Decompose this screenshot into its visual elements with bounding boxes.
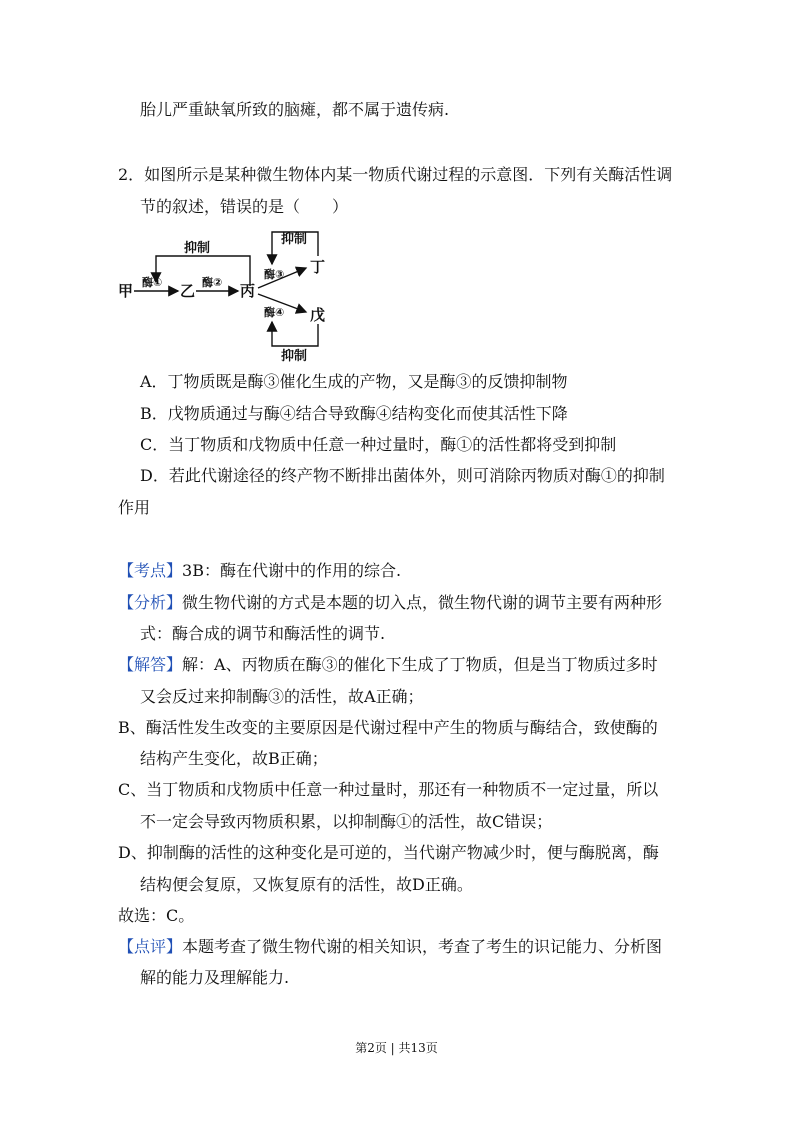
substance-wu: 戊	[310, 306, 326, 324]
continuation-text: 胎儿严重缺氧所致的脑瘫，都不属于遗传病.	[140, 100, 450, 119]
explain-d-line2: 结构便会复原，又恢复原有的活性，故D正确。	[140, 875, 473, 894]
enzyme-2-label: 酶②	[202, 276, 223, 289]
explain-c-line2: 不一定会导致丙物质积累，以抑制酶①的活性，故C错误；	[140, 812, 553, 831]
substance-jia: 甲	[118, 282, 134, 300]
enzyme-1-label: 酶①	[142, 276, 163, 289]
explain-b-line1: B、酶活性发生改变的主要原因是代谢过程中产生的物质与酶结合，致使酶的	[118, 718, 658, 737]
inhibit-label-wu: 抑制	[281, 349, 308, 363]
inhibit-loop-wu	[272, 322, 318, 346]
kaodian-line	[118, 560, 401, 582]
fenxi-line2: 式：酶合成的调节和酶活性的调节.	[140, 624, 386, 643]
option-d-line2: 作用	[118, 498, 151, 517]
inhibit-label-top: 抑制	[184, 241, 211, 256]
jieda-line2: 又会反过来抑制酶③的活性，故A正确；	[140, 687, 424, 706]
metabolism-diagram	[118, 228, 348, 363]
dianping-tag: 【点评】	[118, 937, 183, 956]
kaodian-text: 3B：酶在代谢中的作用的综合.	[182, 561, 402, 580]
fenxi-text: 微生物代谢的方式是本题的切入点，微生物代谢的调节主要有两种形	[182, 593, 663, 612]
substance-bing: 丙	[240, 282, 256, 300]
fenxi-tag: 【分析】	[118, 593, 183, 612]
inhibit-label-ding: 抑制	[281, 232, 308, 247]
explain-b-line2: 结构产生变化，故B正确；	[140, 749, 328, 768]
option-a: A．丁物质既是酶③催化生成的产物，又是酶③的反馈抑制物	[140, 372, 568, 391]
fenxi-line1	[118, 592, 662, 614]
substance-ding: 丁	[310, 258, 326, 276]
question-stem-line1	[118, 164, 672, 186]
explain-c-line1: C、当丁物质和戊物质中任意一种过量时，那还有一种物质不一定过量，所以	[118, 780, 659, 799]
jieda-line1	[118, 654, 658, 676]
option-b: B．戊物质通过与酶④结合导致酶④结构变化而使其活性下降	[140, 404, 568, 423]
dianping-line2: 解的能力及理解能力.	[140, 968, 290, 987]
kaodian-tag: 【考点】	[118, 561, 183, 580]
question-number: 2．	[118, 165, 145, 184]
enzyme-4-label: 酶④	[264, 306, 285, 319]
enzyme-3-label: 酶③	[264, 268, 285, 281]
dianping-line1	[118, 936, 662, 958]
jieda-text: 解：A、丙物质在酶③的催化下生成了丁物质，但是当丁物质过多时	[182, 655, 658, 674]
substance-yi: 乙	[180, 282, 196, 300]
answer-line: 故选：C。	[118, 906, 195, 925]
page-footer: 第2页 | 共13页	[355, 1041, 438, 1055]
jieda-tag: 【解答】	[118, 655, 183, 674]
question-stem-line2: 节的叙述，错误的是（ ）	[140, 197, 349, 216]
option-d-line1: D．若此代谢途径的终产物不断排出菌体外，则可消除丙物质对酶①的抑制	[140, 466, 665, 485]
question-stem-text: 如图所示是某种微生物体内某一物质代谢过程的示意图．下列有关酶活性调	[144, 165, 673, 184]
option-c: C．当丁物质和戊物质中任意一种过量时，酶①的活性都将受到抑制	[140, 435, 617, 454]
explain-d-line1: D、抑制酶的活性的这种变化是可逆的，当代谢产物减少时，便与酶脱离，酶	[118, 843, 659, 862]
dianping-text: 本题考查了微生物代谢的相关知识，考查了考生的识记能力、分析图	[182, 937, 663, 956]
